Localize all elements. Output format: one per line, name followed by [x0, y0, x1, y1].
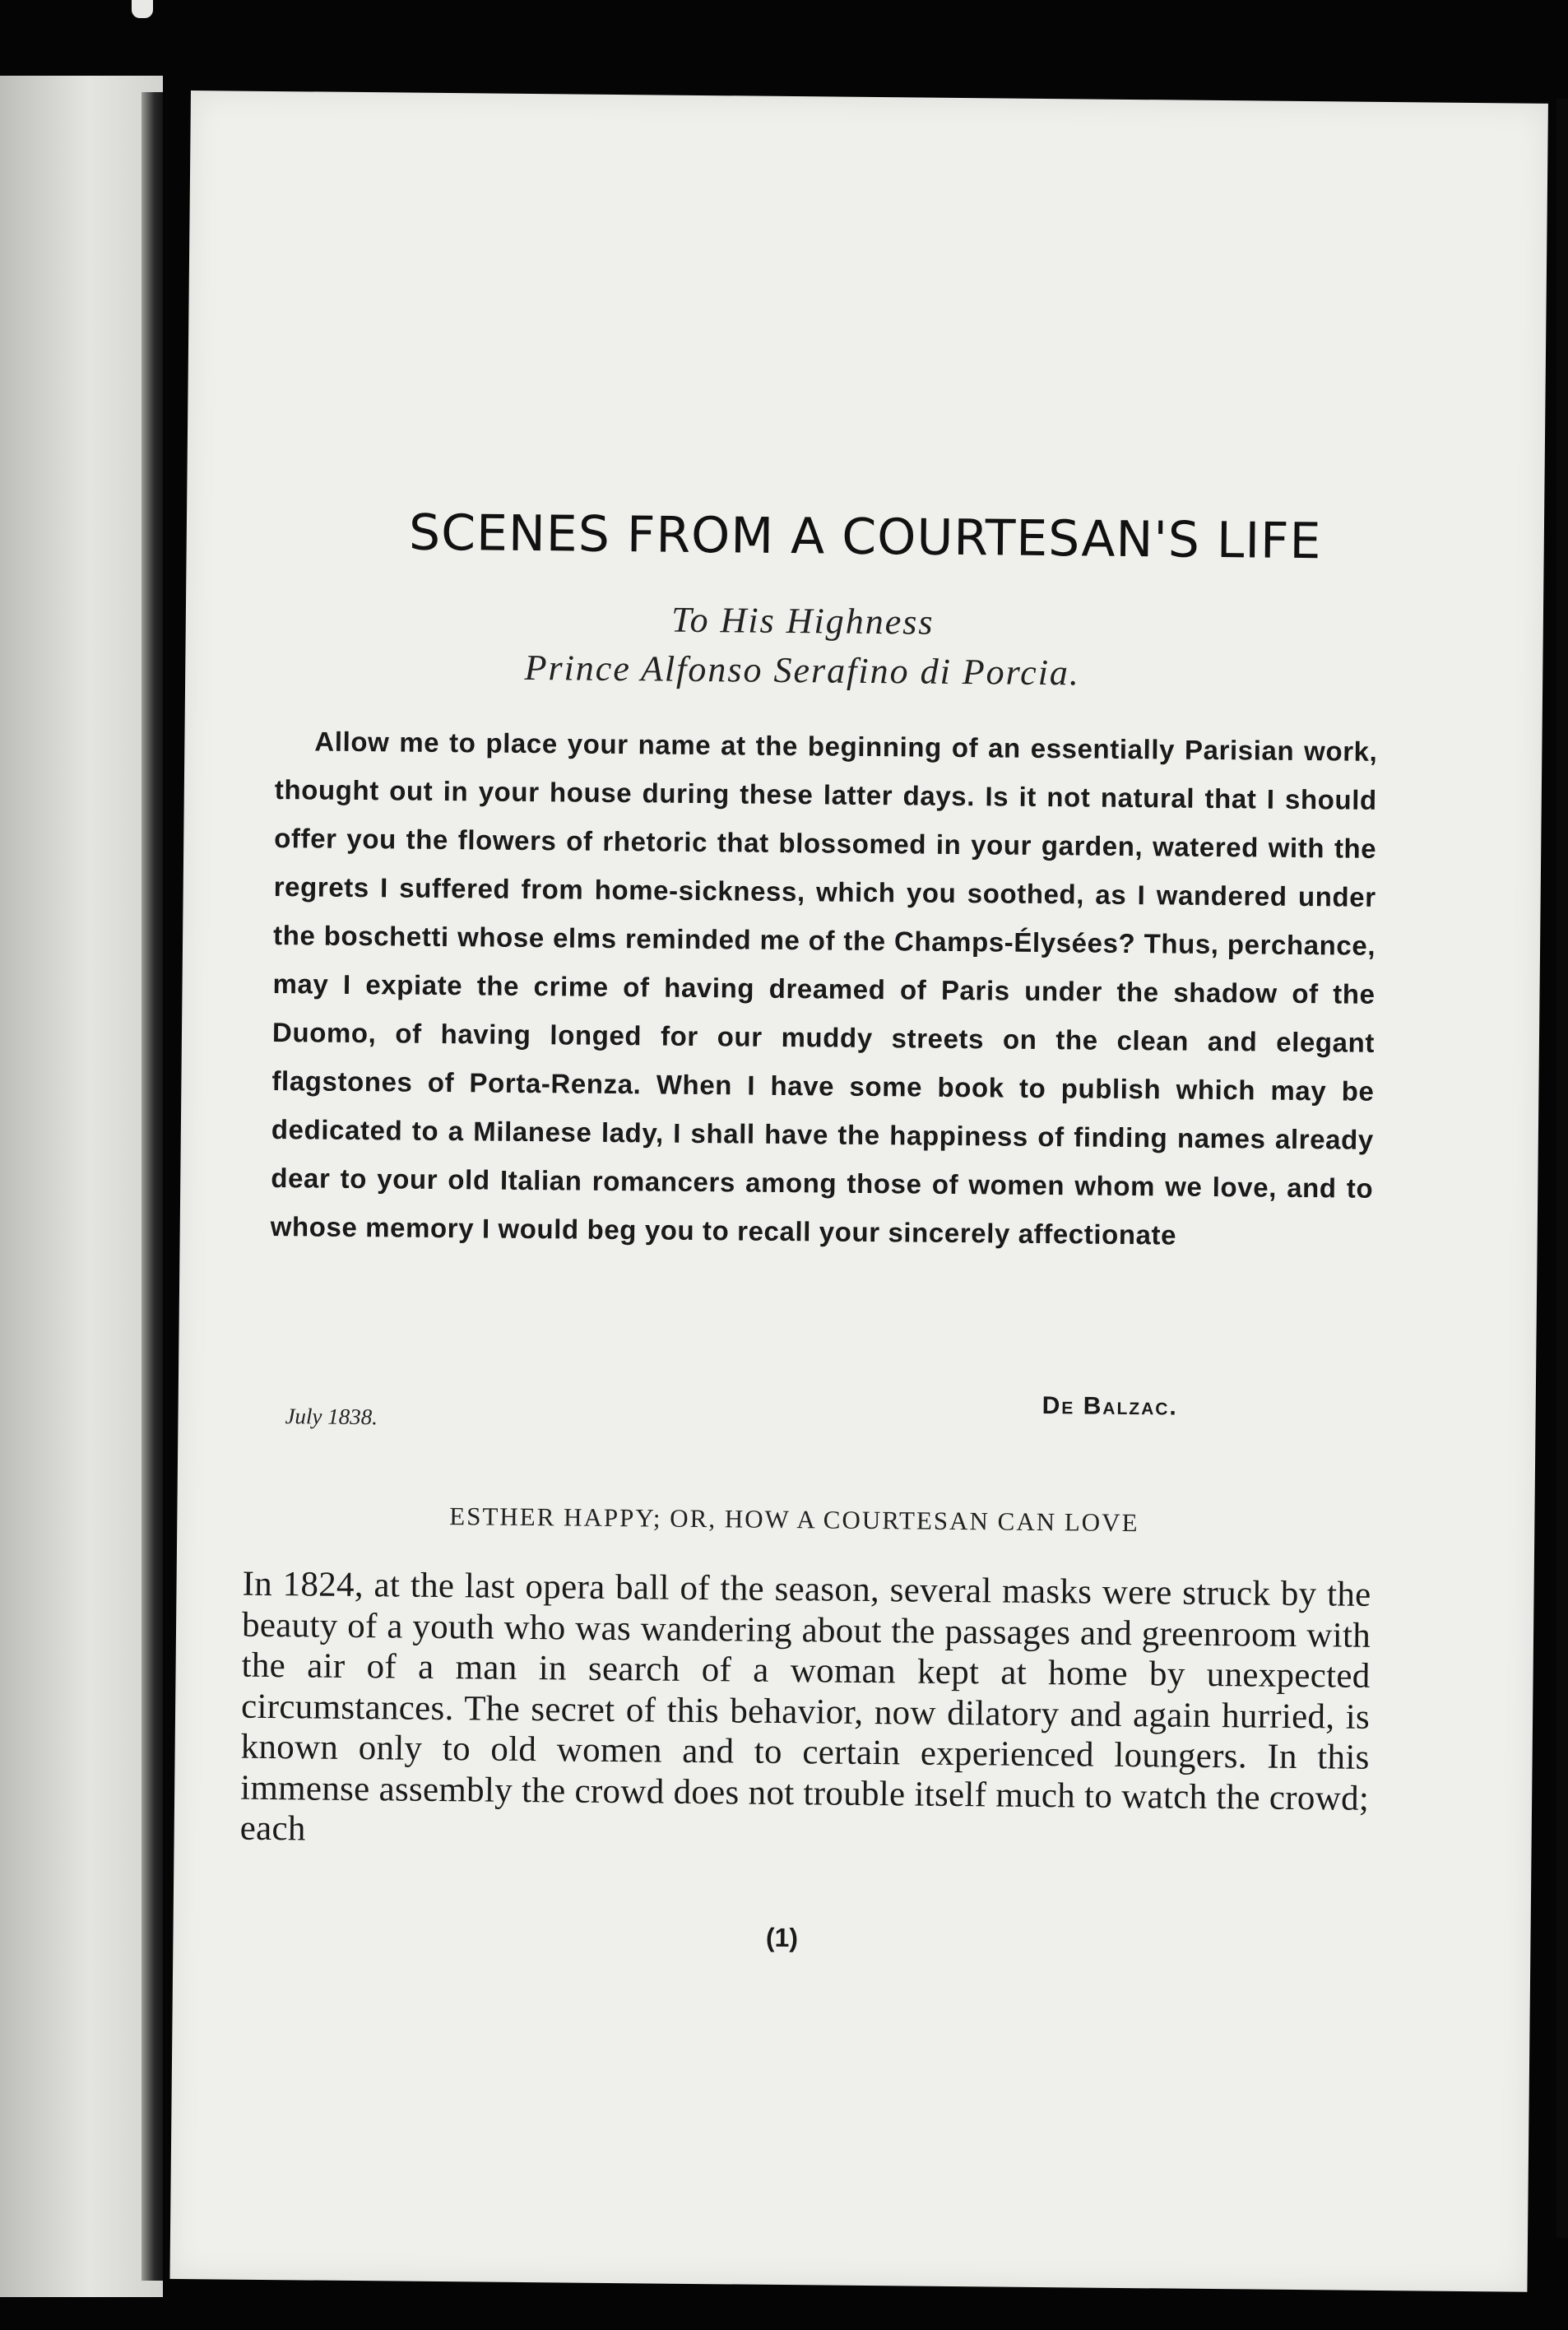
book-gutter [141, 92, 163, 2281]
left-page-edge [0, 76, 163, 2297]
author-signature: De Balzac. [1041, 1392, 1179, 1421]
page-title: SCENES FROM A COURTESAN'S LIFE [408, 504, 1322, 571]
letter-date: July 1838. [285, 1404, 378, 1430]
page-number: (1) [765, 1922, 799, 1953]
right-scan-edge [1556, 99, 1568, 2238]
story-paragraph: In 1824, at the last opera ball of the season, several masks were struck by the beauty of a youth who was wandering about the passages and greenroom with the air of a man in search of a woman kept at home by unexpected circumstances. The secret of this behavior, now dilatory and again hurried, is known only to old women and to certain experienced loungers. In this immense assembly the crowd does not trouble itself much to watch the crowd; each [239, 1564, 1371, 1849]
scan-speck [132, 0, 153, 18]
book-page [169, 91, 1547, 2292]
chapter-heading: ESTHER HAPPY; OR, HOW A COURTESAN CAN LOVE [449, 1502, 1139, 1538]
dedication-line-2: Prince Alfonso Serafino di Porcia. [524, 647, 1081, 694]
dedication-line-1: To His Highness [670, 599, 935, 643]
dedication-letter: Allow me to place your name at the beginning of an essentially Parisian work, thought out in your house during these latter days. Is it not natural that I should offer you the flowers of rhetoric that blossomed in your garden, watered with the regrets I suffered from home-sickness, which you soothed, as I wandered under the boschetti whose elms reminded me of the Champs-Élysées? Thus, perchance, may I expiate the crime of having dreamed of Paris under the shadow of the Duomo, of having longed for our muddy streets on the clean and elegant flagstones of Porta-Renza. When I have some book to publish which may be dedicated to a Milanese lady, I shall have the happiness of finding names already dear to your old Italian romancers among those of women whom we love, and to whose memory I would beg you to recall your sincerely affectionate [270, 726, 1378, 1251]
